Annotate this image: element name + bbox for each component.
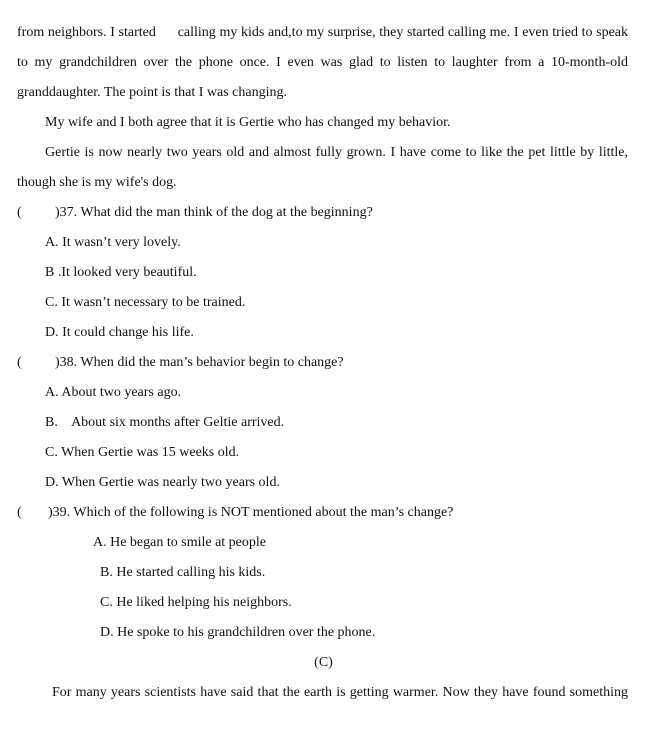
option-b: B .It looked very beautiful.: [45, 265, 197, 280]
option-c: C. It wasn’t necessary to be trained.: [45, 295, 246, 310]
question-stem: )39. Which of the following is NOT mentioned about the man’s change?: [48, 505, 454, 520]
question-stem: )37. What did the man think of the dog at the beginning?: [55, 205, 373, 220]
option-d: D. He spoke to his grandchildren over the phone.: [100, 625, 376, 640]
option-a: A. About two years ago.: [45, 385, 182, 400]
question-stem: )38. When did the man’s behavior begin to change?: [55, 355, 344, 370]
answer-paren: (: [17, 355, 22, 370]
section-heading: (C): [314, 655, 333, 670]
passage-line: to my grandchildren over the phone once. I even was glad to listen to laughter from a 10-month-old: [17, 55, 628, 70]
option-d: D. When Gertie was nearly two years old.: [45, 475, 280, 490]
option-b: B. He started calling his kids.: [100, 565, 266, 580]
passage-line: from neighbors. I started calling my kids and,to my surprise, they started calling me. I even tried to speak: [17, 25, 628, 40]
option-c: C. He liked helping his neighbors.: [100, 595, 292, 610]
option-a: A. It wasn’t very lovely.: [45, 235, 181, 250]
answer-paren: (: [17, 505, 22, 520]
passage-line: granddaughter. The point is that I was changing.: [17, 85, 287, 100]
option-b: B. About six months after Geltie arrived.: [45, 415, 285, 430]
option-d: D. It could change his life.: [45, 325, 194, 340]
passage-line: though she is my wife's dog.: [17, 175, 177, 190]
option-c: C. When Gertie was 15 weeks old.: [45, 445, 240, 460]
answer-paren: (: [17, 205, 22, 220]
next-passage-line: For many years scientists have said that the earth is getting warmer. Now they have found something: [52, 685, 628, 700]
passage-paragraph: My wife and I both agree that it is Gertie who has changed my behavior.: [45, 115, 451, 130]
passage-line: Gertie is now nearly two years old and almost fully grown. I have come to like the pet little by little,: [45, 145, 628, 160]
option-a: A. He began to smile at people: [93, 535, 267, 550]
